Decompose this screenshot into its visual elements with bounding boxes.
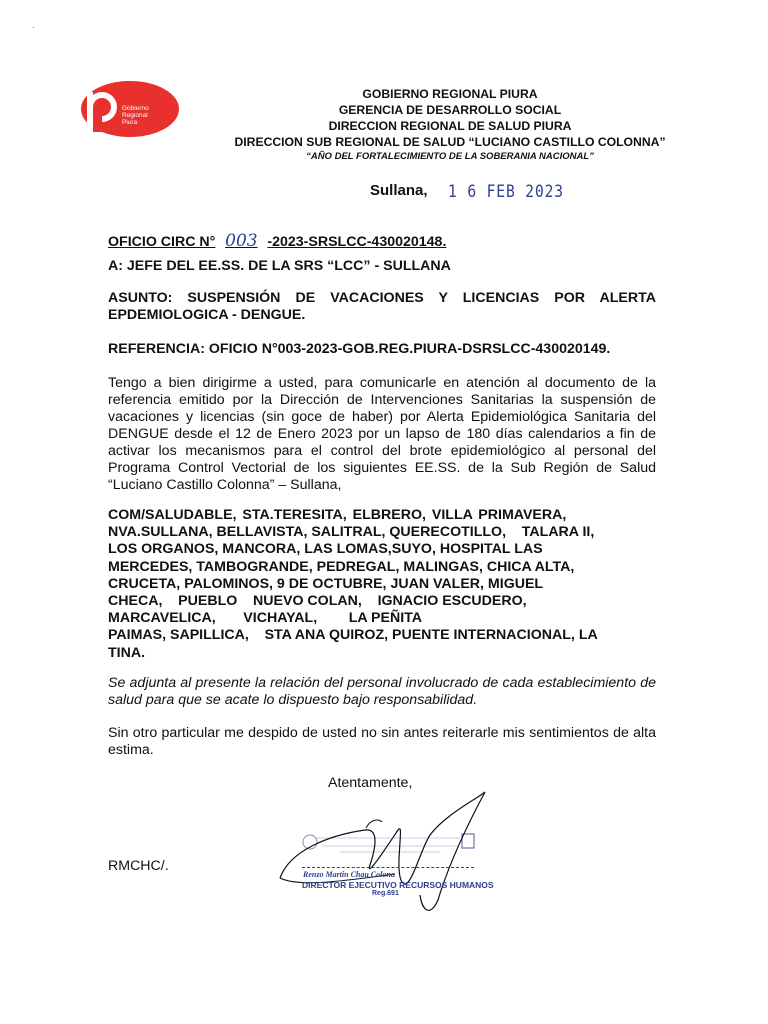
date-stamp: 1 6 FEB 2023 <box>448 182 564 202</box>
reference-line: REFERENCIA: OFICIO N°003-2023-GOB.REG.PIURA-DSRSLCC-430020149. <box>108 341 611 357</box>
body-paragraph-1: Tengo a bien dirigirme a usted, para comunicarle en atención al documento de la referencia emitido por la Dirección de Intervenciones Sanitarias la suspensión de vacaciones y licencias (sin goce de haber) por Alerta Epidemiológica Sanitaria del DENGUE desde el 12 de Enero 2023 por un lapso de 180 días calendarios a fin de activar los mecanismos para el control del brote epidemiológico al personal del Programa Control Vectorial de los siguientes EE.SS. de la Sub Región de Salud “Luciano Castillo Colonna” – Sullana, <box>108 375 656 493</box>
stamp-divider <box>302 867 474 868</box>
initials: RMCHC/. <box>108 858 169 874</box>
establishment-line: CHECA, PUEBLO NUEVO COLAN, IGNACIO ESCUDERO, <box>108 593 527 610</box>
establishment-line: MERCEDES, TAMBOGRANDE, PEDREGAL, MALINGAS, CHICA ALTA, <box>108 558 575 575</box>
header-line-1: GOBIERNO REGIONAL PIURA <box>362 87 538 101</box>
oficio-number-line <box>108 231 446 251</box>
establishment-list <box>108 507 656 662</box>
body-paragraph-2: Se adjunta al presente la relación del personal involucrado de cada establecimiento de salud para que se acate lo dispuesto bajo responsabilidad. <box>108 675 656 708</box>
establishment-line: LOS ORGANOS, MANCORA, LAS LOMAS,SUYO, HOSPITAL LAS <box>108 541 543 558</box>
header-line-3: DIRECCION REGIONAL DE SALUD PIURA <box>328 119 572 133</box>
oficio-handwritten-number: 003 <box>225 231 258 251</box>
body-paragraph-3: Sin otro particular me despido de usted no sin antes reiterarle mis sentimientos de alta estima. <box>108 725 656 758</box>
establishment-line: COM/SALUDABLE, STA.TERESITA, ELBRERO, VILLA PRIMAVERA, <box>108 507 567 523</box>
svg-text:Piura: Piura <box>122 119 138 126</box>
oficio-suffix: -2023-SRSLCC-430020148. <box>267 234 447 250</box>
signature-stamp-graphic <box>270 790 500 920</box>
oficio-prefix: OFICIO CIRC N° <box>108 234 216 250</box>
establishment-line: NVA.SULLANA, BELLAVISTA, SALITRAL, QUERECOTILLO, TALARA II, <box>108 524 595 541</box>
header-line-2: GERENCIA DE DESARROLLO SOCIAL <box>338 103 562 117</box>
stamp-reg: Reg.691 <box>372 890 399 897</box>
stamp-name: Renzo Martin Chau Colona <box>303 870 395 879</box>
subject-line: ASUNTO: SUSPENSIÓN DE VACACIONES Y LICENCIAS POR ALERTA EPDEMIOLOGICA - DENGUE. <box>108 290 656 323</box>
closing: Atentamente, <box>328 775 413 791</box>
header-line-4: DIRECCION SUB REGIONAL DE SALUD “LUCIANO CASTILLO COLONNA” <box>234 135 666 149</box>
gobierno-regional-piura-logo <box>80 80 180 138</box>
establishment-line: CRUCETA, PALOMINOS, 9 DE OCTUBRE, JUAN VALER, MIGUEL <box>108 575 544 592</box>
svg-text:Gobierno: Gobierno <box>122 105 149 112</box>
stamp-title: DIRECTOR EJECUTIVO RECURSOS HUMANOS <box>302 880 494 890</box>
establishment-line: MARCAVELICA, VICHAYAL, LA PEÑITA <box>108 610 422 627</box>
recipient-line: A: JEFE DEL EE.SS. DE LA SRS “LCC” - SULLANA <box>108 258 451 274</box>
letterhead <box>200 86 700 163</box>
establishment-line: PAIMAS, SAPILLICA, STA ANA QUIROZ, PUENTE INTERNACIONAL, LA <box>108 627 598 644</box>
date-place: Sullana, <box>370 182 428 199</box>
header-motto: “AÑO DEL FORTALECIMIENTO DE LA SOBERANIA NACIONAL” <box>306 151 594 162</box>
svg-text:Regional: Regional <box>122 112 148 119</box>
establishment-line: TINA. <box>108 644 146 661</box>
scan-speck: · <box>32 22 35 32</box>
